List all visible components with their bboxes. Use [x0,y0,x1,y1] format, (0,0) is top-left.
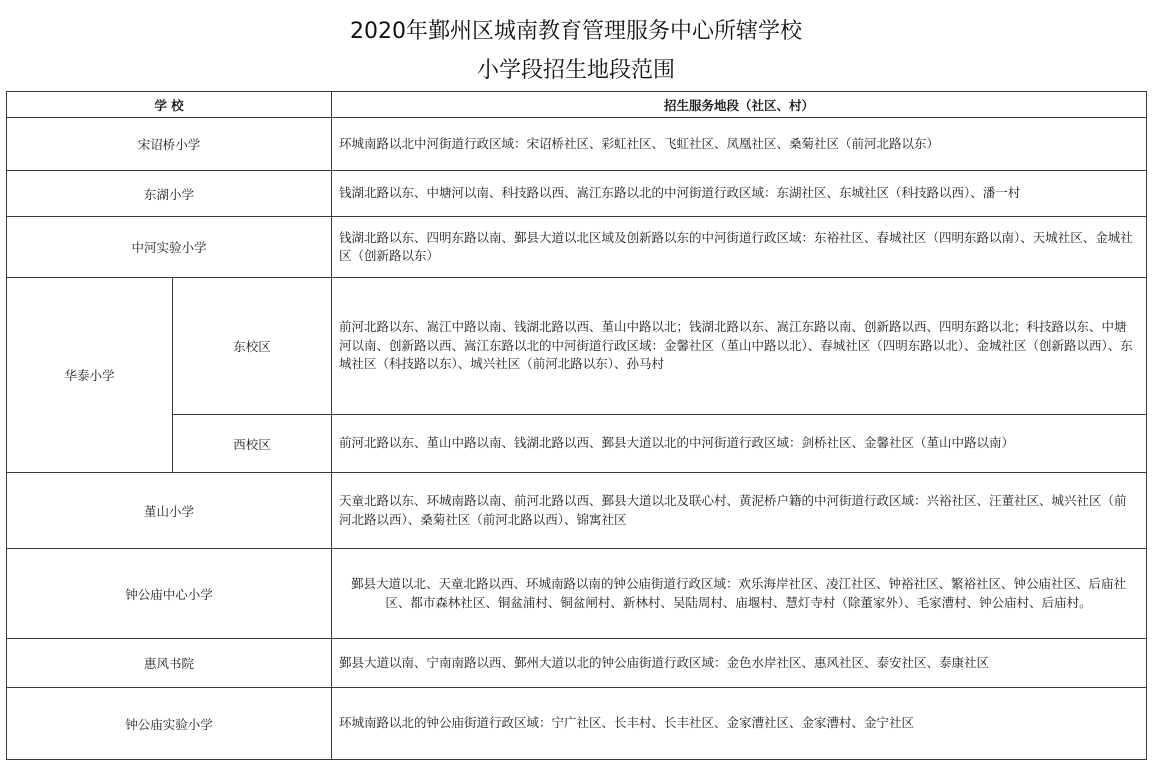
table-row [7,473,1147,549]
service-range: 天童北路以东、环城南路以南、前河北路以西、鄞县大道以北及联心村、黄泥桥户籍的中河街道行政区域：兴裕社区、汪董社区、城兴社区（前河北路以西）、桑菊社区（前河北路以西）、锦寓社区 [332,473,1147,549]
table-row [7,278,1147,415]
service-range: 鄞县大道以南、宁南南路以西、鄞州大道以北的钟公庙街道行政区域：金色水岸社区、惠风社区、泰安社区、泰康社区 [332,639,1147,688]
service-range: 前河北路以东、嵩江中路以南、钱湖北路以西、堇山中路以北；钱湖北路以东、嵩江东路以南、创新路以西、四明东路以北；科技路以东、中塘河以南、创新路以西、嵩江东路以北的中河街道行政区域：金馨社区（堇山中路以北）、春城社区（四明东路以北）、金城社区（创新路以西）、东城社区（科技路以东）、城兴社区（前河北路以东）、孙马村 [332,278,1147,415]
school-name: 东湖小学 [7,171,332,217]
table-row [7,639,1147,688]
service-range: 环城南路以北的钟公庙街道行政区域：宁广社区、长丰村、长丰社区、金家漕社区、金家漕村、金宁社区 [332,688,1147,760]
header-range: 招生服务地段（社区、村） [332,92,1147,118]
table-row [7,415,1147,473]
service-range: 前河北路以东、堇山中路以南、钱湖北路以西、鄞县大道以北的中河街道行政区域：剑桥社区、金馨社区（堇山中路以南） [332,415,1147,473]
school-name: 惠风书院 [7,639,332,688]
campus-name: 西校区 [173,415,332,473]
service-range: 钱湖北路以东、中塘河以南、科技路以西、嵩江东路以北的中河街道行政区域：东湖社区、东城社区（科技路以西）、潘一村 [332,171,1147,217]
service-range: 钱湖北路以东、四明东路以南、鄞县大道以北区域及创新路以东的中河街道行政区域：东裕社区、春城社区（四明东路以南）、天城社区、金城社区（创新路以东） [332,217,1147,278]
school-name: 堇山小学 [7,473,332,549]
document-title: 2020年鄞州区城南教育管理服务中心所辖学校 [350,19,802,44]
table-row [7,549,1147,639]
table-row [7,217,1147,278]
table-row [7,688,1147,760]
table-row [7,118,1147,171]
document-subtitle: 小学段招生地段范围 [476,58,675,83]
school-name: 钟公庙实验小学 [7,688,332,760]
header-school: 学 校 [7,92,332,118]
service-range: 环城南路以北中河街道行政区域：宋诏桥社区、彩虹社区、飞虹社区、凤凰社区、桑菊社区（前河北路以东） [332,118,1147,171]
table-row [7,171,1147,217]
school-name: 华泰小学 [7,278,173,473]
school-name: 宋诏桥小学 [7,118,332,171]
campus-name: 东校区 [173,278,332,415]
school-name: 钟公庙中心小学 [7,549,332,639]
school-name: 中河实验小学 [7,217,332,278]
header-row [7,92,1147,118]
service-range: 鄞县大道以北、天童北路以西、环城南路以南的钟公庙街道行政区域：欢乐海岸社区、凌江社区、钟裕社区、繁裕社区、钟公庙社区、后庙社区、都市森林社区、铜盆浦村、铜盆闸村、新林村、吴陆周村、庙堰村、慧灯寺村（除董家外）、毛家漕村、钟公庙村、后庙村。 [332,549,1147,639]
enrollment-table [6,91,1147,760]
